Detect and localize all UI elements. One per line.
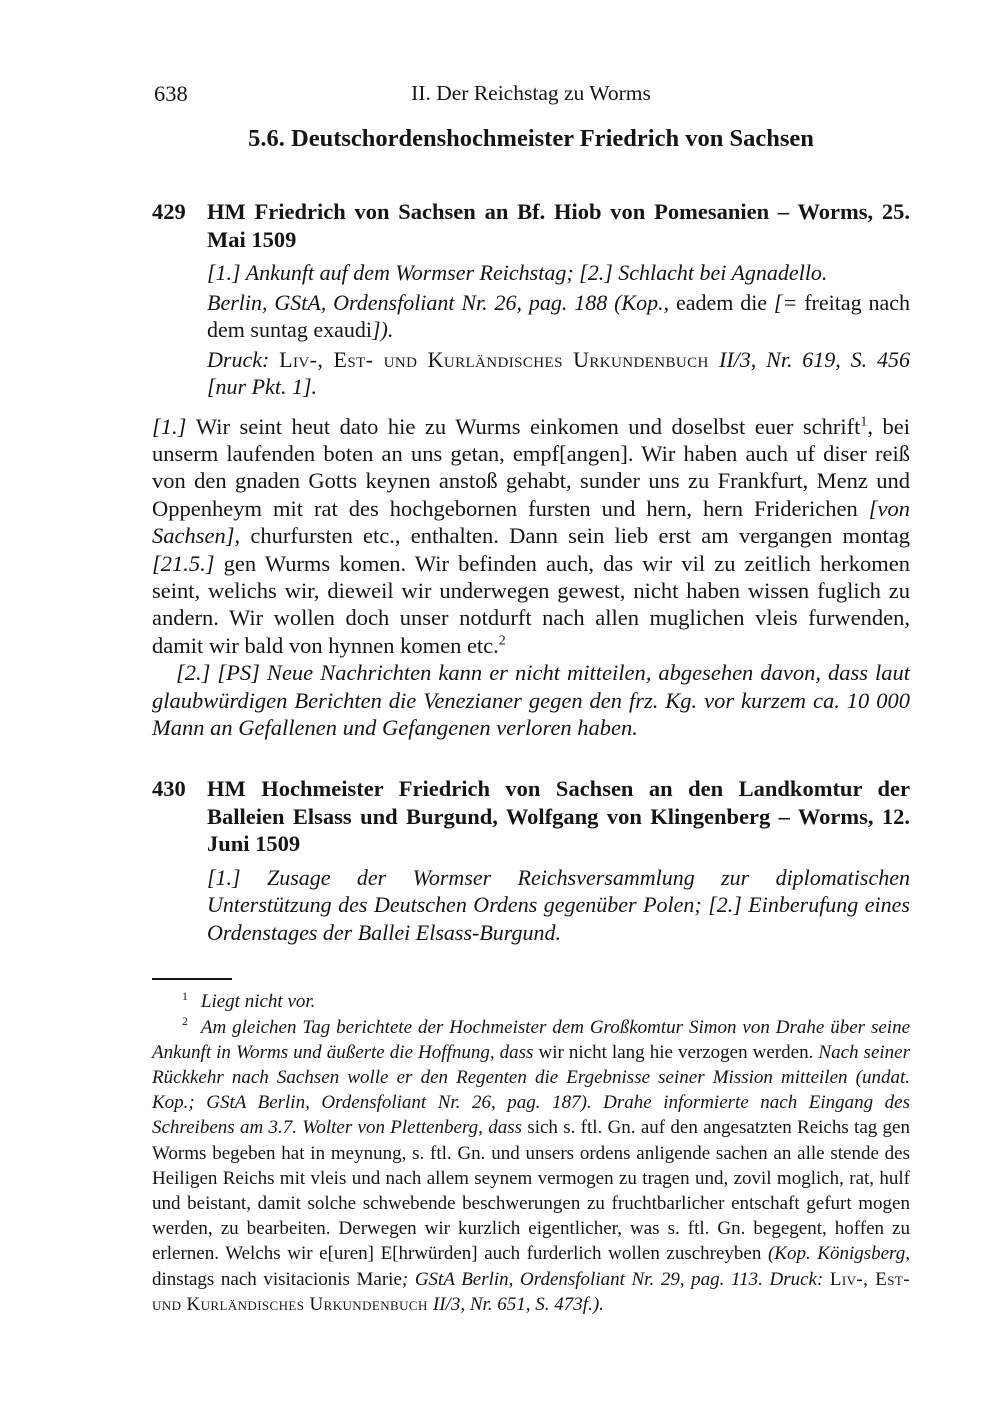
page-content (152, 0, 910, 1317)
entry-430-number: 430 (152, 776, 186, 802)
footnote-1-marker: 1 (182, 990, 188, 1004)
entry-430-title: HM Hochmeister Friedrich von Sachsen an den Landkomtur der Balleien Elsass und Burgund, Wolfgang von Klingenberg – Worms, 12. Juni 1509 (207, 776, 910, 857)
footnote-1 (152, 989, 910, 1014)
section-heading: 5.6. Deutschordenshochmeister Friedrich von Sachsen (248, 125, 814, 152)
footnote-1-text: Liegt nicht vor. (200, 991, 316, 1013)
entry-429-postscript-paragraph: [2.] [PS] Neue Nachrichten kann er nicht mitteilen, abgesehen davon, dass laut glaubwürdigen Berichten die Venezianer gegen den frz. Kg. vor kurzem ca. 10 000 Mann an Gefallenen und Gefangenen verloren haben. (152, 660, 910, 740)
running-header (152, 80, 910, 107)
entry-429-head (152, 198, 910, 253)
footnote-2-text: Am gleichen Tag berichtete der Hochmeister dem Großkomtur Simon von Drahe über seine Ankunft in Worms und äußerte die Hoffnung, dass wir nicht lang hie verzogen werden. Nach seiner Rückkehr nach Sachsen wolle er den Regenten die Ergebnisse seiner Mission mitteilen (undat. Kop.; GStA Berlin, Ordensfoliant Nr. 26, pag. 187). Drahe informierte nach Eingang des Schreibens am 3.7. Wolter von Plettenberg, dass sich s. ftl. Gn. auf den angesatzten Reichs tag gen Worms begeben hat in meynung, s. ftl. Gn. und unsers ordens anligende sachen an alle stende des Heiligen Reichs mit vleis und nach allem seynem vermogen zu tragen und, zovil moglich, rat, hulf und beistant, damit solche schwebende beschwerungen zu fruchtbarlicher entschaft gefurt mogen werden, zu bearbeiten. Derwegen wir kurzlich eigentlicher, was s. ftl. Gn. begegent, hoffen zu erlernen. Welchs wir e[uren] E[hrwürden] auch furderlich wollen zuschreyben (Kop. Königsberg, dinstags nach visitacionis Marie; GStA Berlin, Ordensfoliant Nr. 29, pag. 113. Druck: Liv-, Est- und Kurländisches Urkundenbuch II/3, Nr. 651, S. 473f.). (152, 1016, 911, 1315)
running-title: II. Der Reichstag zu Worms (411, 81, 651, 105)
footnote-2-marker: 2 (182, 1015, 188, 1029)
entry-430-head (152, 775, 910, 858)
entry-429 (152, 198, 910, 741)
entry-430-summary: [1.] Zusage der Wormser Reichsversammlung zur diplomatischen Unterstützung des Deutschen Ordens gegenüber Polen; [2.] Einberufung eines Ordenstages der Ballei Elsass-Burgund. (207, 864, 910, 945)
page-number: 638 (154, 81, 188, 106)
entry-429-body-paragraph: [1.] Wir seint heut dato hie zu Wurms einkomen und doselbst euer schrift$^1$, bei unserm laufenden boten an uns getan, empf[angen]. Wir haben auch uf diser reiß von den gnaden Gotts keynen anstoß gehabt, sunder uns zu Frankfurt, Menz und Oppenheym mit rat des hochgebornen fursten und hern, hern Friderichen [von Sachsen], churfursten etc., enthalten. Dann sein lieb erst am vergangen montag [21.5.] gen Wurms komen. Wir befinden auch, das wir vil zu zeitlich herkomen seint, welichs wir, dieweil wir underwegen gewest, nicht haben wissen fuglich zu andern. Wir wollen doch unser notdurft nach allen muglichen vleis furwenden, damit wir bald von hynnen komen etc.$^2$ (152, 413, 910, 658)
entry-429-number: 429 (152, 199, 186, 224)
entry-429-archive-reference: Berlin, GStA, Ordensfoliant Nr. 26, pag. 188 (Kop., eadem die [= freitag nach dem suntag exaudi]). (207, 289, 910, 342)
entry-429-title: HM Friedrich von Sachsen an Bf. Hiob von Pomesanien – Worms, 25. Mai 1509 (207, 199, 910, 252)
footnote-2 (152, 1015, 910, 1317)
entry-430 (152, 775, 910, 946)
entry-429-summary: [1.] Ankunft auf dem Wormser Reichstag; [2.] Schlacht bei Agnadello. (207, 260, 828, 285)
entry-429-print-reference: Druck: Liv-, Est- und Kurländisches Urkundenbuch II/3, Nr. 619, S. 456 [nur Pkt. 1]. (207, 346, 910, 399)
footnote-separator (152, 978, 232, 980)
footnotes-section (152, 978, 910, 1317)
